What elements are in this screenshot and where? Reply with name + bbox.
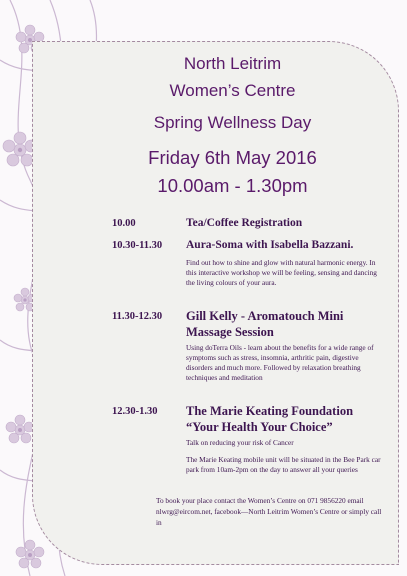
event-date: Friday 6th May 2016 [148, 147, 317, 168]
schedule-title-line2: Massage Session [186, 325, 274, 339]
schedule-description: Talk on reducing your risk of Cancer [186, 438, 294, 447]
schedule-description: Find out how to shine and glow with natural harmonic energy. In this interactive workshop we will be feeling, sensing and dancing the living colours of your aura. [186, 258, 377, 287]
schedule-title: Tea/Coffee Registration [186, 217, 303, 229]
schedule-description-2: The Marie Keating mobile unit will be situated in the Bee Park car park from 10am-2pm on the day to answer all your queries [186, 455, 381, 474]
schedule-description: Using doTerra Oils - learn about the benefits for a wide range of symptoms such as stress, insomnia, arthritic pain, digestive disorders and much more. Followed by relaxation breathing techniques and meditation [186, 343, 374, 382]
schedule-title-line2: “Your Health Your Choice” [186, 420, 333, 434]
schedule-title-line1: Gill Kelly - Aromatouch Mini [186, 309, 344, 323]
schedule-title: Aura-Soma with Isabella Bazzani. [186, 239, 354, 251]
event-name: Spring Wellness Day [153, 113, 312, 132]
schedule-time: 10.00 [112, 218, 136, 229]
schedule-title-line1: The Marie Keating Foundation [186, 404, 354, 418]
schedule-time: 12.30-1.30 [112, 406, 158, 417]
event-time: 10.00am - 1.30pm [157, 175, 308, 196]
organiser-line-1: North Leitrim [183, 54, 282, 73]
schedule-time: 11.30-12.30 [112, 311, 163, 322]
booking-info: To book your place contact the Women’s Centre on 071 9856220 email nlwrg@eircom.net, facebook—North Leitrim Women’s Centre or simply call in [156, 496, 382, 527]
schedule-time: 10.30-11.30 [112, 240, 163, 251]
organiser-line-2: Women’s Centre [169, 81, 296, 100]
